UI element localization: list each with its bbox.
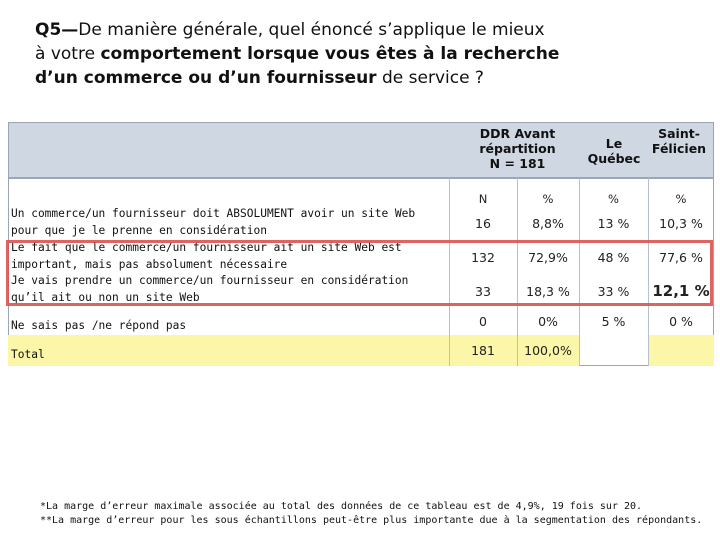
question-line3-bold: d’un commerce ou d’un fournisseur — [35, 68, 377, 88]
subheader-pct-quebec: % — [608, 192, 619, 206]
stfelicien-line1: Saint- — [658, 126, 700, 141]
quebec-line1: Le — [605, 136, 623, 151]
question-text — [35, 18, 595, 90]
subheader-pct-ddr: % — [542, 192, 554, 206]
cell-ddr-pct: 0% — [538, 314, 558, 329]
cell-ddr-pct-total: 100,0% — [524, 343, 572, 358]
cell-quebec: 33 % — [597, 284, 630, 299]
cell-quebec: 13 % — [597, 216, 630, 231]
ddr-line2: répartition — [479, 141, 556, 156]
cell-n: 0 — [479, 314, 487, 329]
question-number: Q5 — [35, 20, 62, 40]
question-line2-pre: à votre — [35, 44, 101, 64]
cell-ddr-pct: 8,8% — [532, 216, 564, 231]
cell-ddr-pct: 18,3 % — [526, 284, 570, 299]
row-label-nsp: Ne sais pas /ne répond pas — [11, 319, 187, 332]
cell-n-total: 181 — [471, 343, 495, 358]
stfelicien-line2: Félicien — [651, 141, 707, 156]
subheader-n: N — [478, 192, 488, 206]
row-label-total: Total — [11, 348, 45, 361]
column-header-quebec — [583, 136, 645, 166]
cell-ddr-pct: 72,9% — [528, 250, 568, 265]
cell-stfelicien: 0 % — [669, 314, 693, 329]
cell-quebec: 5 % — [601, 314, 626, 329]
footnote-subsample: **La marge d’erreur pour les sous échantillons peut-être plus importante due à la segmentation des répondants. — [40, 515, 703, 526]
cell-stfelicien-emphasized: 12,1 % — [652, 282, 710, 300]
cell-n: 132 — [471, 250, 495, 265]
cell-quebec: 48 % — [597, 250, 630, 265]
column-header-stfelicien — [646, 126, 712, 156]
cell-n: 16 — [475, 216, 491, 231]
subheader-pct-stfelicien: % — [675, 192, 687, 206]
ddr-line3: N = 181 — [489, 156, 546, 171]
question-line1: De manière générale, quel énoncé s’applique le mieux — [78, 20, 545, 40]
cell-stfelicien: 10,3 % — [659, 216, 703, 231]
row-label-absolument: Un commerce/un fournisseur doit ABSOLUMENT avoir un site Web pour que je le prenne en considération — [11, 207, 416, 237]
question-line2-bold: comportement lorsque vous êtes à la recherche — [100, 44, 560, 64]
row-label-important: Le fait que le commerce/un fournisseur ait un site Web est important, mais pas absolument nécessaire — [11, 241, 402, 271]
question-dash: — — [61, 20, 79, 40]
ddr-line1: DDR Avant — [479, 126, 556, 141]
total-row-end-bg — [648, 335, 714, 366]
question-line3-rest: de service ? — [376, 68, 484, 88]
cell-stfelicien: 77,6 % — [659, 250, 703, 265]
row-label-considere: Je vais prendre un commerce/un fournisseur en considération qu’il ait ou non un site Web — [11, 274, 409, 304]
highlight-box — [6, 240, 713, 306]
cell-n: 33 — [475, 284, 491, 299]
footnote-margin-error: *La marge d’erreur maximale associée au total des données de ce tableau est de 4,9%, 19 fois sur 20. — [40, 501, 643, 512]
column-header-ddr — [470, 126, 565, 171]
quebec-line2: Québec — [587, 151, 641, 166]
